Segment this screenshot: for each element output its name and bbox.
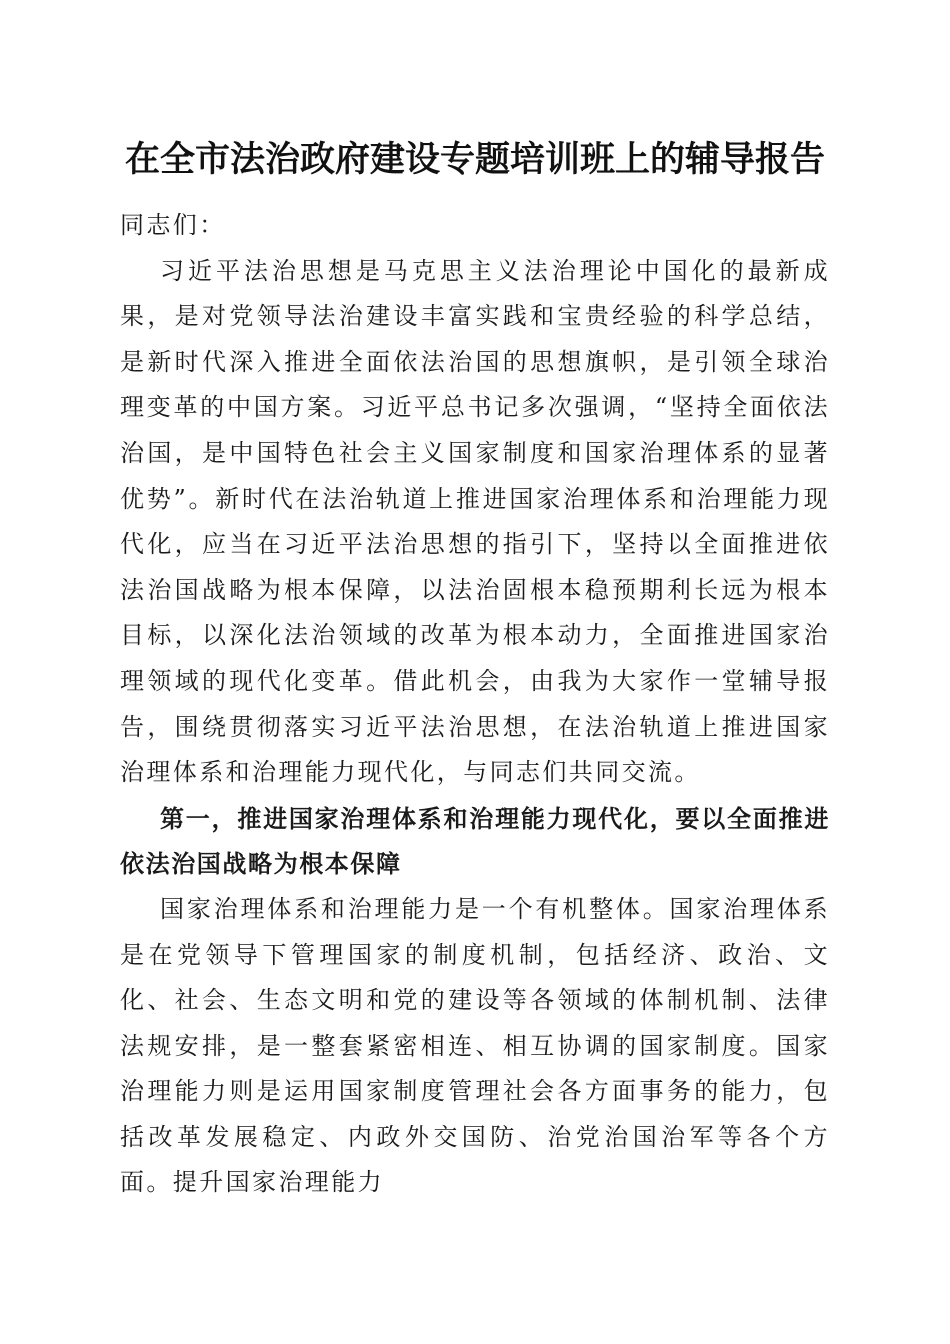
section-paragraph: 国家治理体系和治理能力是一个有机整体。国家治理体系是在党领导下管理国家的制度机制，包括经济、政治、文化、社会、生态文明和党的建设等各领域的体制机制、法律法规安排，是一整套紧密相连、相互协调的国家制度。国家治理能力则是运用国家制度管理社会各方面事务的能力，包括改革发展稳定、内政外交国防、治党治国治军等各个方面。提升国家治理能力 xyxy=(120,894,830,1197)
salutation: 同志们： xyxy=(120,211,226,239)
document-body xyxy=(120,203,830,1206)
intro-paragraph: 习近平法治思想是马克思主义法治理论中国化的最新成果，是对党领导法治建设丰富实践和宝贵经验的科学总结，是新时代深入推进全面依法治国的思想旗帜，是引领全球治理变革的中国方案。习近平总书记多次强调，“坚持全面依法治国，是中国特色社会主义国家制度和国家治理体系的显著优势”。新时代在法治轨道上推进国家治理体系和治理能力现代化，应当在习近平法治思想的指引下，坚持以全面推进依法治国战略为根本保障，以法治固根本稳预期利长远为根本目标，以深化法治领域的改革为根本动力，全面推进国家治理领域的现代化变革。借此机会，由我为大家作一堂辅导报告，围绕贯彻落实习近平法治思想，在法治轨道上推进国家治理体系和治理能力现代化，与同志们共同交流。 xyxy=(120,256,830,787)
section-heading: 第一，推进国家治理体系和治理能力现代化，要以全面推进依法治国战略为根本保障 xyxy=(120,803,830,879)
document-title: 在全市法治政府建设专题培训班上的辅导报告 xyxy=(124,139,825,180)
